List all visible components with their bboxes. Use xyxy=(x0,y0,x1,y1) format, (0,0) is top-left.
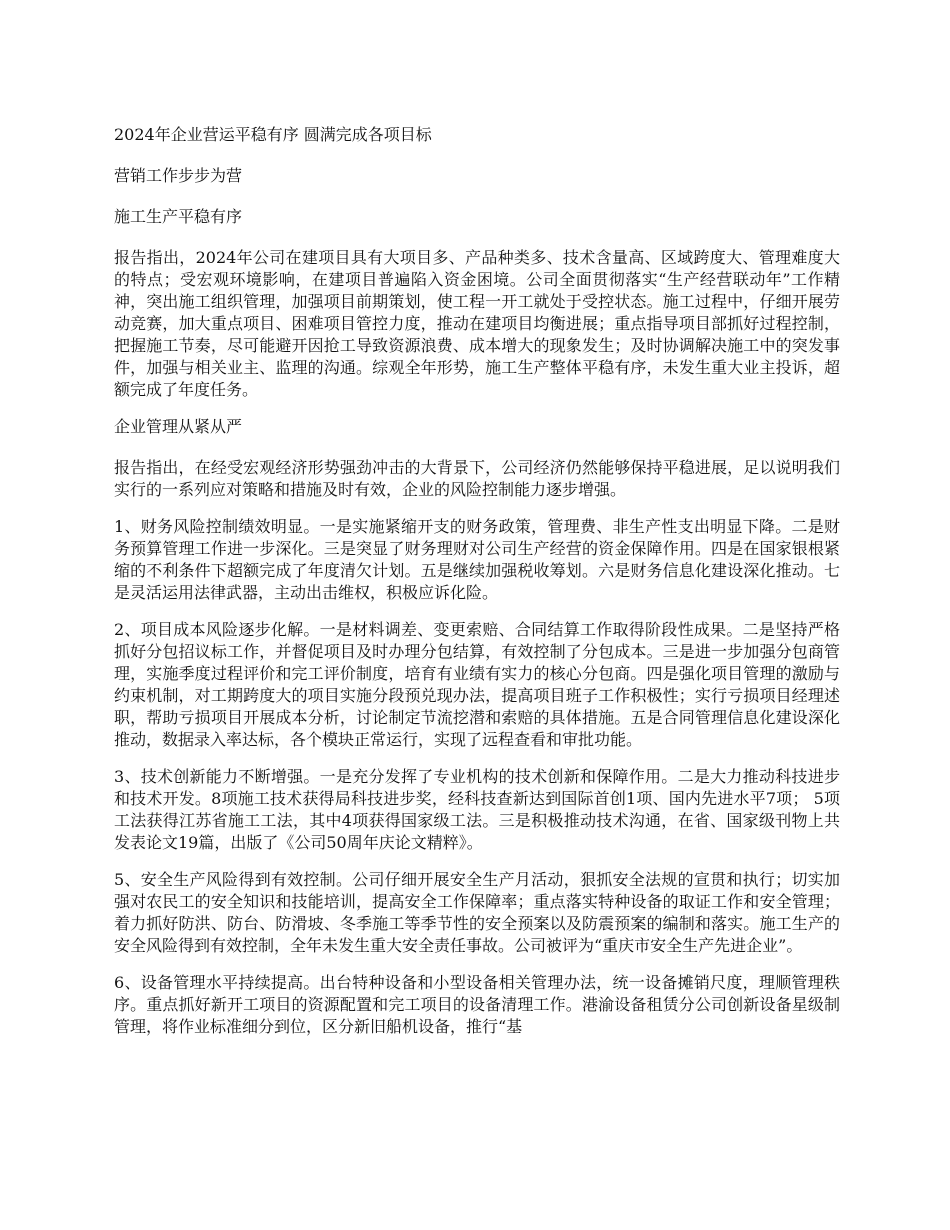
paragraph-tech-innovation: 3、技术创新能力不断增强。一是充分发挥了专业机构的技术创新和保障作用。二是大力推动科技进步和技术开发。8项施工技术获得局科技进步奖，经科技查新达到国际首创1项、国内先进水平7项； 5项工法获得江苏省施工工法，其中4项获得国家级工法。三是积极推动技术沟通，在省、国家级刊物上共发表论文19篇，出版了《公司50周年庆论文精粹》。 xyxy=(114,767,840,852)
paragraph-finance-risk: 1、财务风险控制绩效明显。一是实施紧缩开支的财务政策，管理费、非生产性支出明显下降。二是财务预算管理工作进一步深化。三是突显了财务理财对公司生产经营的资金保障作用。四是在国家银根紧缩的不利条件下超额完成了年度清欠计划。五是继续加强税收筹划。六是财务信息化建设深化推动。七是灵活运用法律武器，主动出击维权，积极应诉化险。 xyxy=(114,517,840,602)
paragraph-equipment: 6、设备管理水平持续提高。出台特种设备和小型设备相关管理办法，统一设备摊销尺度，理顺管理秩序。重点抓好新开工项目的资源配置和完工项目的设备清理工作。港渝设备租赁分公司创新设备星级制管理，将作业标准细分到位，区分新旧船机设备，推行“基 xyxy=(114,973,840,1036)
paragraph-construction-report: 报告指出，2024年公司在建项目具有大项目多、产品种类多、技术含量高、区域跨度大、管理难度大的特点；受宏观环境影响，在建项目普遍陷入资金困境。公司全面贯彻落实“生产经营联动年”工作精神，突出施工组织管理，加强项目前期策划，使工程一开工就处于受控状态。施工过程中，仔细开展劳动竞赛，加大重点项目、困难项目管控力度，推动在建项目均衡进展；重点指导项目部抓好过程控制，把握施工节奏，尽可能避开因抢工导致资源浪费、成本增大的现象发生；及时协调解决施工中的突发事件，加强与相关业主、监理的沟通。综观全年形势，施工生产整体平稳有序，未发生重大业主投诉，超额完成了年度任务。 xyxy=(114,248,840,399)
document-title: 2024年企业营运平稳有序 圆满完成各项目标 xyxy=(114,125,432,144)
section-heading-management: 企业管理从紧从严 xyxy=(114,417,243,436)
section-heading-construction: 施工生产平稳有序 xyxy=(114,207,243,226)
paragraph-safety: 5、安全生产风险得到有效控制。公司仔细开展安全生产月活动，狠抓安全法规的宣贯和执行；切实加强对农民工的安全知识和技能培训，提高安全工作保障率；重点落实特种设备的取证工作和安全管理；着力抓好防洪、防台、防滑坡、冬季施工等季节性的安全预案以及防震预案的编制和落实。施工生产的安全风险得到有效控制，全年未发生重大安全责任事故。公司被评为“重庆市安全生产先进企业”。 xyxy=(114,870,840,955)
document-page xyxy=(114,124,840,1053)
paragraph-management-report: 报告指出，在经受宏观经济形势强劲冲击的大背景下，公司经济仍然能够保持平稳进展，足以说明我们实行的一系列应对策略和措施及时有效，企业的风险控制能力逐步增强。 xyxy=(114,458,840,499)
paragraph-project-cost: 2、项目成本风险逐步化解。一是材料调差、变更索赔、合同结算工作取得阶段性成果。二是坚持严格抓好分包招议标工作，并督促项目及时办理分包结算，有效控制了分包成本。三是进一步加强分包商管理，实施季度过程评价和完工评价制度，培育有业绩有实力的核心分包商。四是强化项目管理的激励与约束机制，对工期跨度大的项目实施分段预兑现办法，提高项目班子工作积极性；实行亏损项目经理述职，帮助亏损项目开展成本分析，讨论制定节流挖潜和索赔的具体措施。五是合同管理信息化建设深化推动，数据录入率达标，各个模块正常运行，实现了远程查看和审批功能。 xyxy=(114,620,840,749)
section-heading-marketing: 营销工作步步为营 xyxy=(114,166,243,185)
